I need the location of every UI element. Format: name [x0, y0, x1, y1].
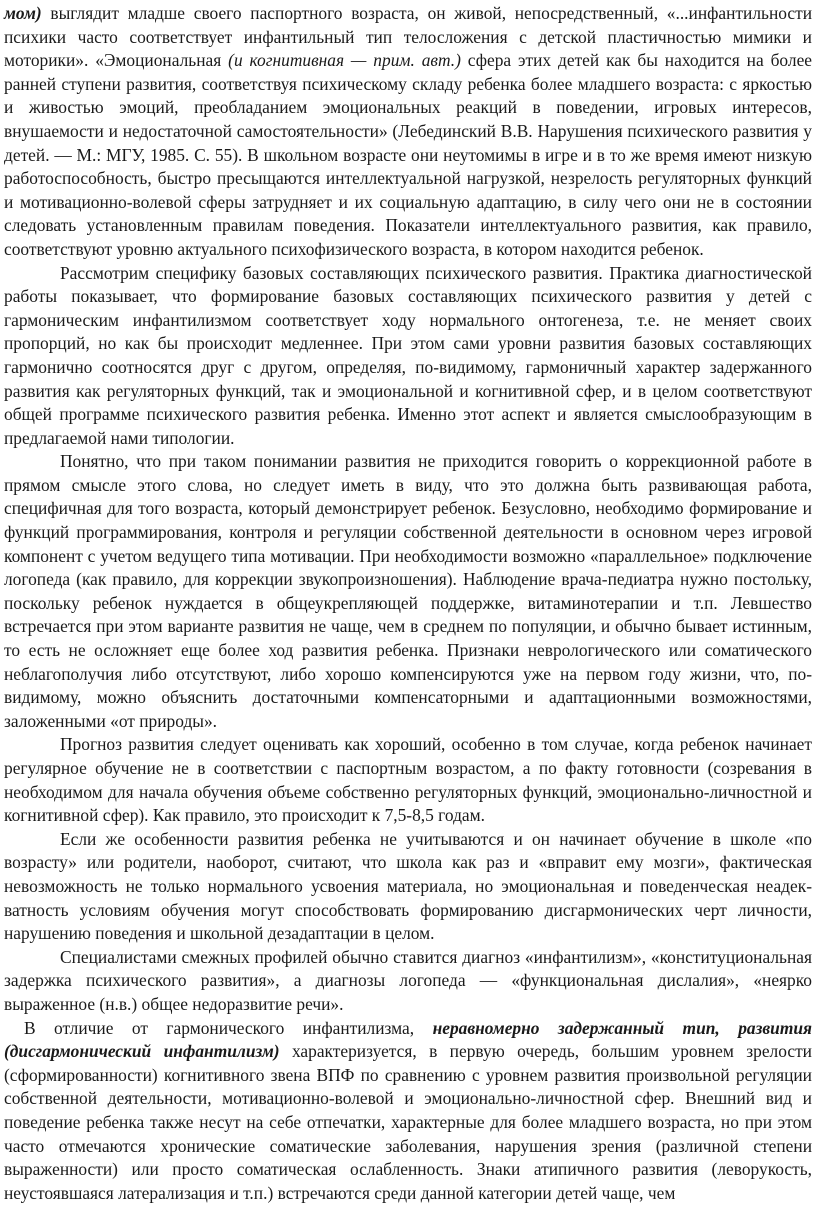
- body-text: Понятно, что при таком понимании развития не приходится говорить о коррекционной работе в прямом смысле этого слова, но следует иметь в виду, что это должна быть развивающая работа, специфичная для того возраста, который демонстрирует ребенок. Безусловно, необходимо формирование и функций программирования, контроля и регуляции собственной деятельности в основном через игровой компонент с учетом ведущего типа мотивации. При необходимости возможно «параллельное» подключение логопеда (как правило, для коррекции звукопроизношения). Наблюдение врача-педиатра нужно постольку, поскольку ребенок нуждается в общеукрепляющей поддержке, витаминотерапии и т.п. Левшество встречается при этом варианте развития не чаще, чем в среднем по популяции, и обычно бывает истинным, то есть не осложняет еще более ход развития ребенка. Признаки неврологического или соматического неблагополучия либо отсутствуют, либо хорошо компенсируются уже на первом году жизни, что, по-видимому, можно объяснить достаточными компенсаторными и адаптационными возможностями, заложенными «от природы».: [4, 451, 812, 731]
- body-text: В отличие от гармонического инфантилизма,: [24, 1017, 433, 1038]
- paragraph-7: [4, 1017, 812, 1205]
- body-text: сфера этих детей как бы находится на более ранней ступени развития, соответствуя психическому складу ребенка более младшего возраста: с яркостью и живостью эмоций, преобладанием эмоциональных реакций в поведении, игровых интересов, внушаемости и недостаточной самостоятельности» (Лебединский В.В. Нарушения психического развития у детей. — М.: МГУ, 1985. С. 55). В школьном возрасте они неутомимы в игре и в то же время имеют низкую работоспособность, быстро пресыщаются интеллектуальной нагрузкой, незрелость регуляторных функций и мотивационно-волевой сферы затрудняет и их социальную адаптацию, в силу чего они не в состоянии следовать установленным правилам поведения. Показатели интеллектуального развития, как правило, соответствуют уровню актуального психофизического возраста, в котором находится ребенок.: [4, 50, 813, 259]
- paragraph-3: [4, 450, 812, 733]
- paragraph-2: [4, 262, 812, 451]
- body-text: Если же особенности развития ребенка не учитываются и он начинает обучение в школе «по возрасту» или родители, наоборот, считают, что школа как раз и «вправит ему мозги», фактическая невозможность не только нормального усвоения материала, но эмоциональная и поведенческая неадек-ватность условиям обучения могут способствовать формированию дисгармонических черт личности, нарушению поведения и школьной дезадаптации в целом.: [4, 828, 812, 944]
- body-text: Специалистами смежных профилей обычно ставится диагноз «инфантилизм», «конституциональная задержка психического развития», а диагнозы логопеда — «функциональная дислалия», «неярко выраженное (н.в.) общее недоразвитие речи».: [4, 946, 812, 1014]
- body-text: выглядит младше своего паспортного возраста, он живой, непосредственный, «...инфантильности психики часто соответствует инфантильный тип телосложения с детской пластичностью мимики и моторики». «Эмоциональная: [4, 3, 812, 71]
- body-text: Прогноз развития следует оценивать как хороший, особенно в том случае, когда ребенок начинает регулярное обучение не в соответствии с паспортным возрастом, а по факту готовности (созревания в необходимом для начала обучения объеме собственно регуляторных функций, эмоционально-личностной и когнитивной сфер). Как правило, это происходит к 7,5-8,5 годам.: [4, 734, 812, 826]
- emphasis-term: неравномерно задержанный тип, развития (дисгармонический инфантилизм): [4, 1017, 812, 1062]
- paragraph-5: [4, 828, 812, 946]
- paragraph-1-continuation: [4, 2, 812, 262]
- body-text: характеризуется, в первую очередь, большим уровнем зрелости (сформированности) когнитивного звена ВПФ по сравнению с уровнем развития произвольной регуляции собственной деятельности, мотивационно-волевой и эмоционально-личностной сфер. Внешний вид и поведение ребенка также несут на себе отпечатки, характерные для более младшего возраста, но при этом часто отмечаются хронические соматические заболевания, нарушения зрения (различной степени выраженности) или просто соматическая ослабленность. Знаки атипичного развития (леворукость, неустоявшаяся латерализация и т.п.) встречаются среди данной категории детей чаще, чем: [4, 1041, 812, 1203]
- emphasis-text: мом): [4, 3, 42, 23]
- body-text: Рассмотрим специфику базовых составляющих психического развития. Практика диагностической работы показывает, что формирование базовых составляющих психического развития у детей с гармоническим инфантилизмом соответствует ходу нормального онтогенеза, т.е. не меняет своих пропорций, но как бы происходит медленнее. При этом сами уровни развития базовых составляющих гармонично соотносятся друг с другом, определяя, по-видимому, гармоничный характер задержанного развития как регуляторных функций, так и эмоциональной и когнитивной сфер, и в целом соответствуют общей программе психического развития ребенка. Именно этот аспект и является смыслообразующим в предлагаемой нами типологии.: [4, 262, 812, 448]
- italic-note: (и когнитивная — прим. авт.): [228, 50, 461, 71]
- paragraph-4: [4, 733, 812, 827]
- paragraph-6: [4, 946, 812, 1017]
